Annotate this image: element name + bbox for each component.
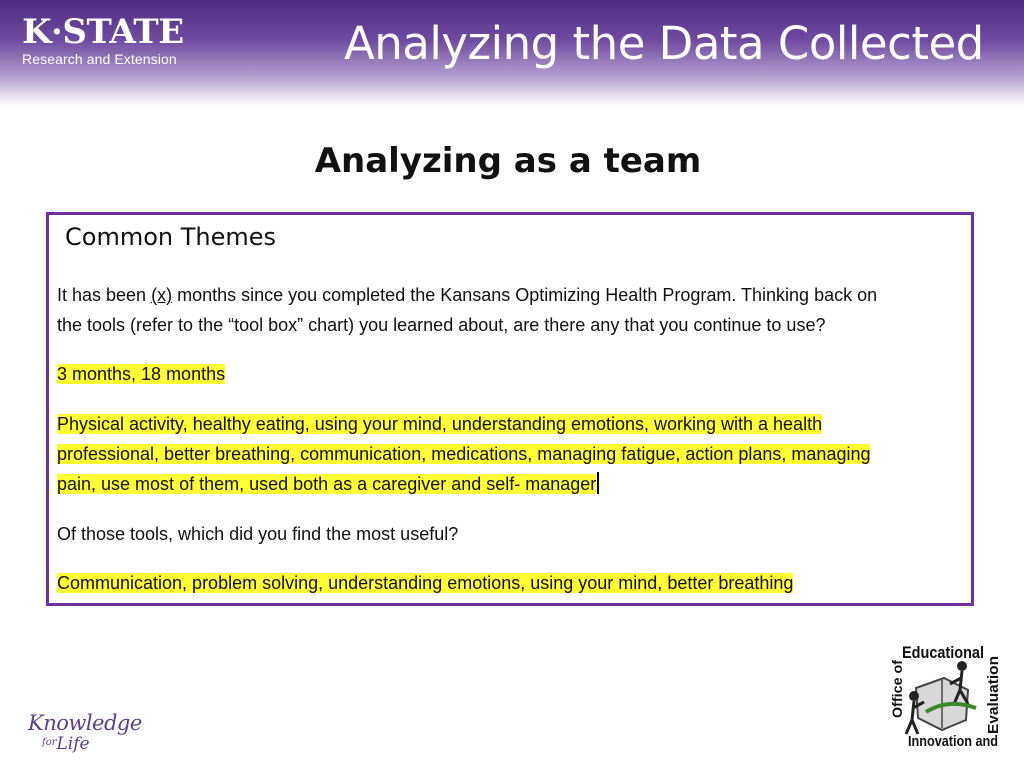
months-marker: (x) (151, 285, 173, 305)
question-1-line-1 (57, 280, 967, 310)
answer-1-line-1 (57, 409, 967, 439)
oiee-bottom-text: Innovation and (908, 733, 998, 750)
kfl-for: for (42, 737, 57, 748)
answer-timing (57, 359, 967, 389)
logo-figure-left-icon (909, 691, 919, 701)
answer-1-line-2-text: professional, better breathing, communication, medications, managing fatigue, action plans, managing (57, 444, 871, 464)
answer-1-line-1-text: Physical activity, healthy eating, using your mind, understanding emotions, working with a health (57, 414, 823, 434)
document-excerpt (46, 212, 974, 606)
answer-2-text: Communication, problem solving, understanding emotions, using your mind, better breathing (57, 573, 794, 593)
logo-main-text: K·STATE (22, 12, 184, 52)
slide-subtitle: Analyzing as a team (314, 141, 702, 181)
office-of-educational-innovation-logo (886, 638, 1004, 750)
doc-heading: Common Themes (65, 223, 277, 251)
oiee-left-text: Office of (889, 661, 905, 718)
question-1 (57, 280, 967, 340)
answer-2 (57, 568, 967, 598)
knowledge-for-life-logo (28, 712, 142, 753)
question-1-pre: It has been (57, 285, 152, 305)
text-cursor (597, 472, 599, 494)
answer-1 (57, 409, 967, 499)
question-1-line-2: the tools (refer to the “tool box” chart) you learned about, are there any that you continue to use? (57, 315, 826, 335)
oiee-top-text: Educational (902, 643, 984, 662)
answer-1-line-3 (57, 469, 967, 499)
answer-1-line-3-text: pain, use most of them, used both as a caregiver and self- manager (57, 474, 597, 494)
kfl-for-life (28, 734, 142, 753)
question-2: Of those tools, which did you find the most useful? (57, 524, 459, 544)
question-1-post: months since you completed the Kansans Optimizing Health Program. Thinking back on (172, 285, 878, 305)
kstate-logo (22, 14, 184, 67)
logo-figure-right-icon (957, 661, 967, 671)
header-banner (0, 0, 1024, 108)
kfl-life: Life (56, 734, 90, 754)
answer-timing-text: 3 months, 18 months (57, 364, 226, 384)
answer-1-line-2 (57, 439, 967, 469)
oiee-right-text: Evaluation (985, 658, 1002, 734)
kfl-knowledge: Knowledge (28, 711, 142, 735)
logo-sub-text: Research and Extension (22, 51, 177, 67)
slide-title: Analyzing the Data Collected (344, 17, 984, 70)
